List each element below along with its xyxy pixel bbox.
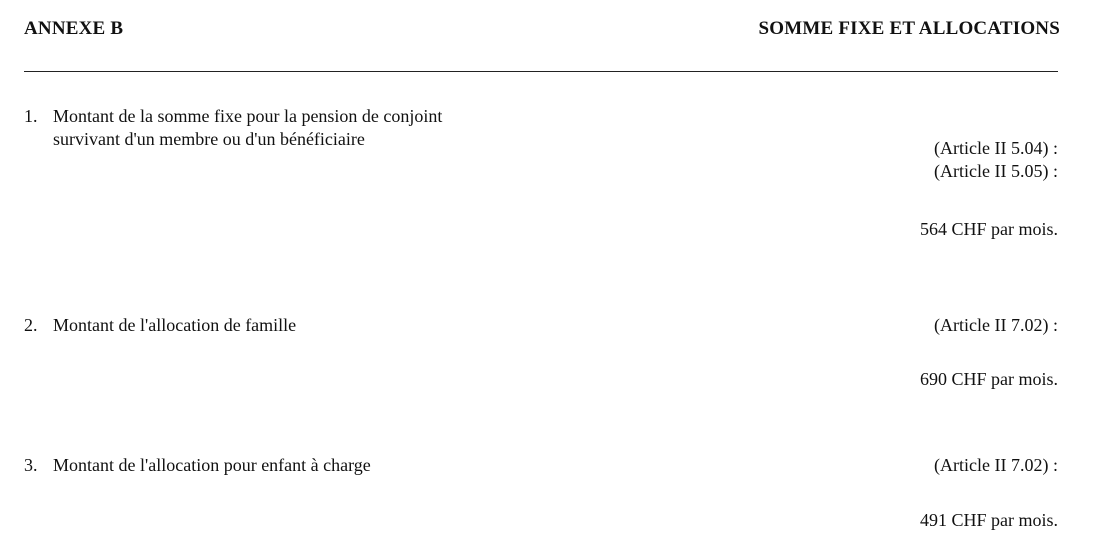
amount-value: 491 CHF par mois. — [919, 510, 1058, 530]
list-item — [24, 454, 371, 477]
amount-value: 690 CHF par mois. — [919, 369, 1058, 389]
item-description: Montant de la somme fixe pour la pension de conjoint — [53, 106, 443, 126]
item-line — [24, 454, 371, 477]
annex-subject-title: SOMME FIXE ET ALLOCATIONS — [758, 18, 1060, 39]
article-reference: (Article II 5.04) : — [934, 138, 1058, 158]
item-number: 1. — [24, 106, 38, 126]
item-number: 3. — [24, 455, 38, 475]
header-divider — [24, 71, 1058, 72]
item-description: Montant de l'allocation pour enfant à charge — [53, 455, 371, 475]
item-line — [24, 314, 296, 337]
article-reference: (Article II 7.02) : — [934, 315, 1058, 335]
item-number: 2. — [24, 315, 38, 335]
item-description: Montant de l'allocation de famille — [53, 315, 297, 335]
amount-value: 564 CHF par mois. — [919, 219, 1058, 239]
article-reference: (Article II 5.05) : — [934, 161, 1058, 181]
annex-title: ANNEXE B — [24, 18, 124, 39]
list-item — [24, 105, 442, 151]
article-reference: (Article II 7.02) : — [934, 455, 1058, 475]
item-description-continuation: survivant d'un membre ou d'un bénéficiaire — [53, 129, 365, 149]
item-line — [24, 105, 442, 128]
list-item — [24, 314, 296, 337]
